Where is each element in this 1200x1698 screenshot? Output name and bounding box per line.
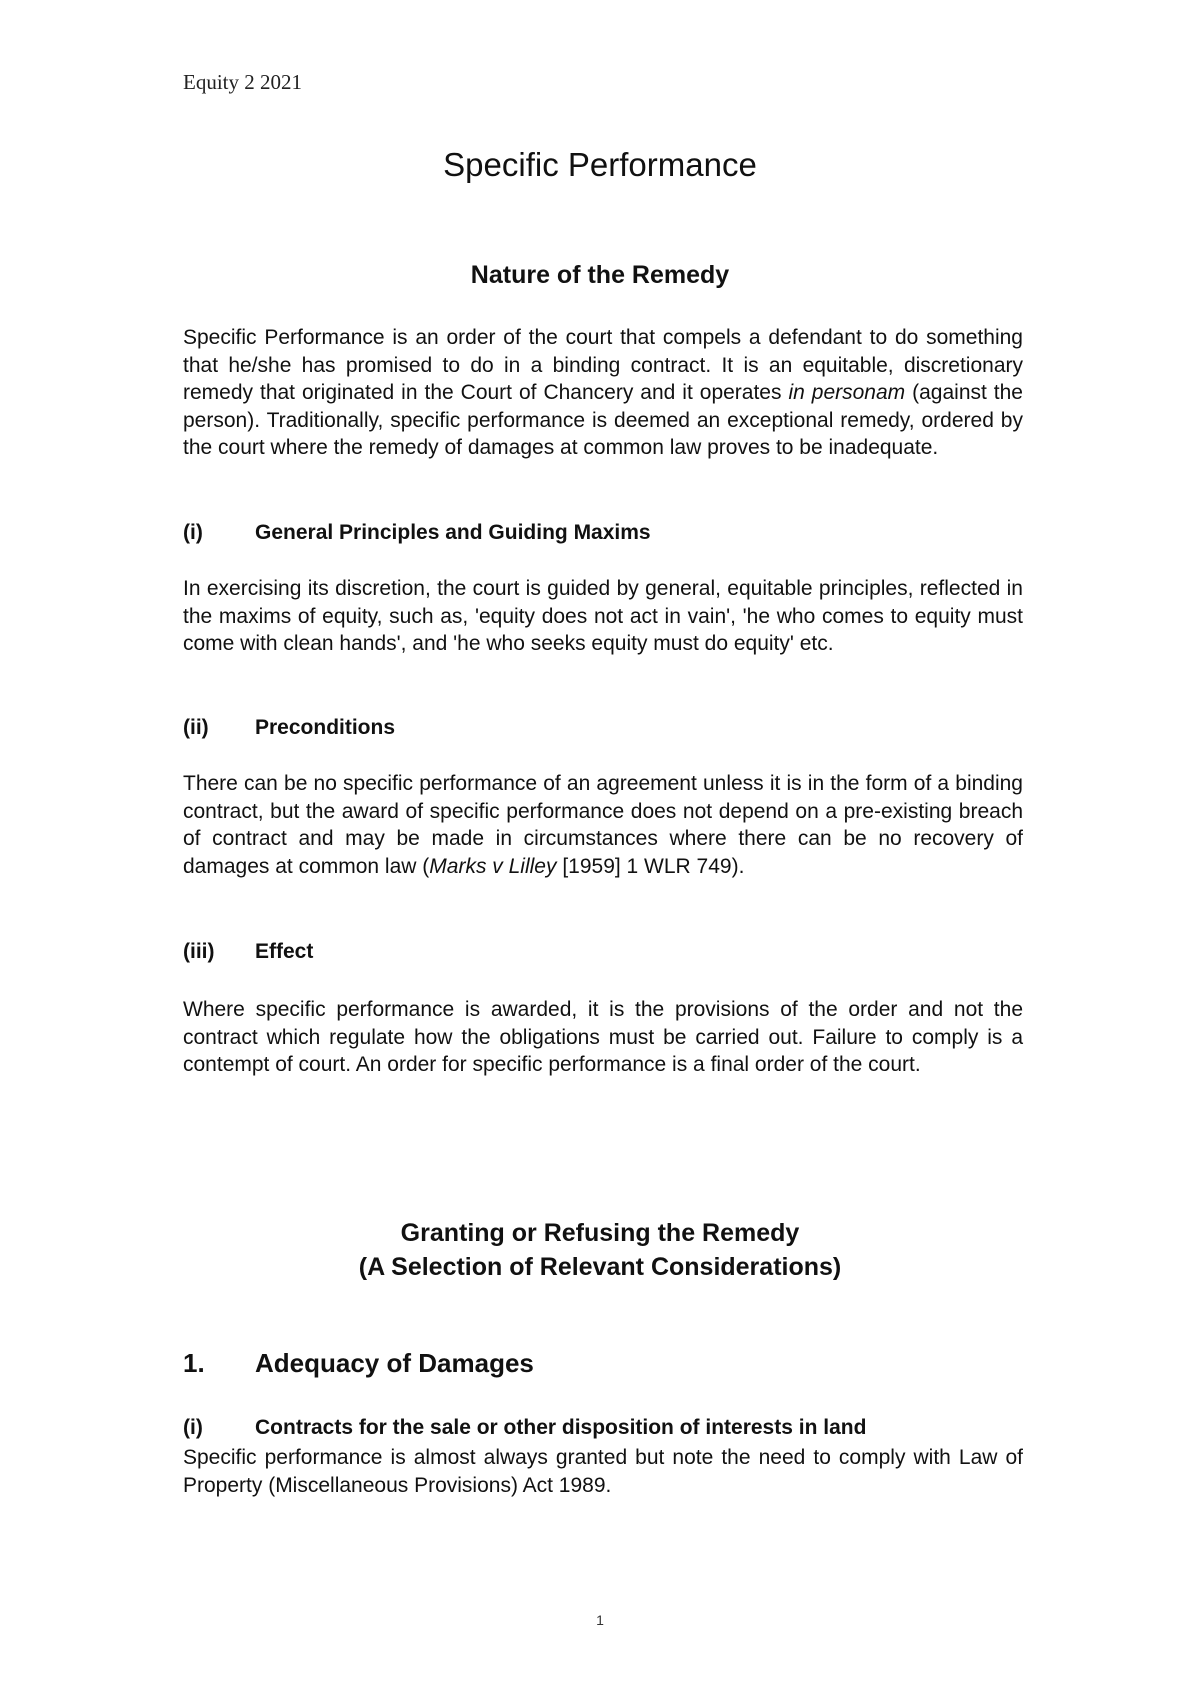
- nature-text-1: Specific Performance is an order of the court that compels a defendant to do something that he/she has promised to do in a binding contract. It is an equitable, discretionary remedy that originated in the Court of Chancery and it operates: [183, 326, 1023, 404]
- preconditions-paragraph: [183, 770, 1023, 880]
- nature-paragraph: [183, 324, 1023, 462]
- subheading-label: Preconditions: [255, 716, 396, 739]
- subheading-number: (iii): [183, 940, 215, 963]
- page-number: 1: [596, 1612, 604, 1628]
- nature-italic-term: in personam: [788, 381, 906, 404]
- effect-paragraph: Where specific performance is awarded, it is the provisions of the order and not the contract which regulate how the obligations must be carried out. Failure to comply is a contempt of court. An order for specific performance is a final order of the court.: [183, 998, 1023, 1076]
- subheading-preconditions: [183, 716, 395, 740]
- subheading-label: Adequacy of Damages: [255, 1348, 534, 1378]
- preconditions-text-1: There can be no specific performance of an agreement unless it is in the form of a binding contract, but the award of specific performance does not depend on a pre-existing breach of contract and may be made in circumstances where there can be no recovery of damages at common law (: [183, 772, 1023, 878]
- case-name: Marks v Lilley: [429, 854, 557, 878]
- subheading-adequacy-of-damages: [183, 1348, 534, 1379]
- preconditions-text-2: [1959] 1 WLR 749).: [556, 854, 745, 878]
- page-header: Equity 2 2021: [183, 70, 302, 94]
- subheading-general-principles: [183, 521, 651, 545]
- land-contracts-paragraph: Specific performance is almost always granted but note the need to comply with Law of Property (Miscellaneous Provisions) Act 1989.: [183, 1446, 1023, 1497]
- section-heading-granting: [0, 1216, 1200, 1284]
- subheading-number: (i): [183, 1416, 203, 1439]
- subheading-effect: [183, 940, 313, 964]
- subheading-number: (ii): [183, 716, 209, 739]
- document-title: Specific Performance: [443, 146, 757, 183]
- subheading-label: General Principles and Guiding Maxims: [255, 521, 651, 544]
- granting-heading-line-1: Granting or Refusing the Remedy: [400, 1219, 800, 1247]
- subheading-label: Contracts for the sale or other disposition of interests in land: [255, 1416, 867, 1439]
- subheading-land-contracts: [183, 1416, 866, 1440]
- subheading-number: (i): [183, 521, 203, 544]
- granting-heading-line-2: (A Selection of Relevant Considerations): [358, 1253, 842, 1281]
- general-principles-paragraph: In exercising its discretion, the court is guided by general, equitable principles, reflected in the maxims of equity, such as, 'equity does not act in vain', 'he who comes to equity must come with clean hands', and 'he who seeks equity must do equity' etc.: [183, 577, 1023, 655]
- subheading-number: 1.: [183, 1348, 205, 1378]
- section-heading-nature: Nature of the Remedy: [470, 261, 730, 289]
- nature-text-2: (against the person). Traditionally, specific performance is deemed an exceptional remedy, ordered by the court where the remedy of damages at common law proves to be inadequate.: [183, 381, 1023, 459]
- subheading-label: Effect: [255, 940, 314, 963]
